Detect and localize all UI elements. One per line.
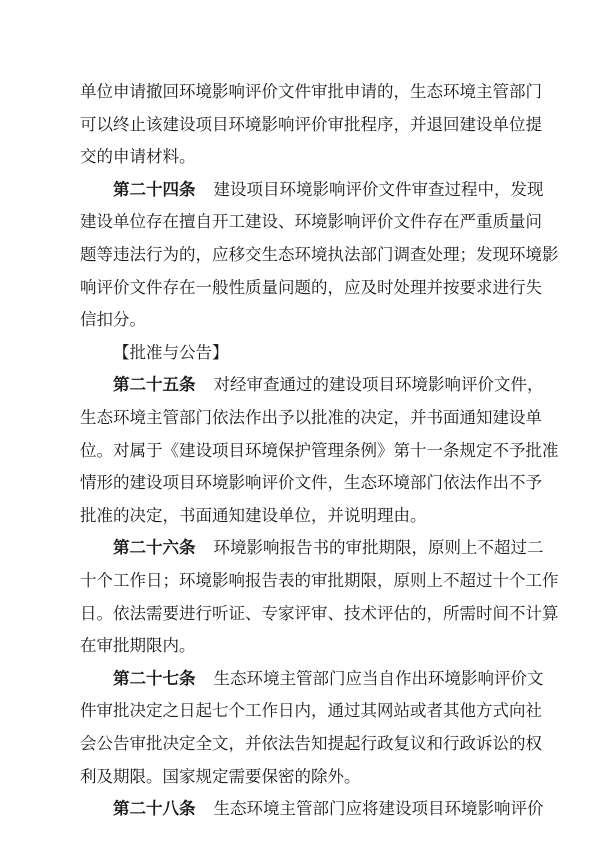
article-26-heading: 第二十六条	[113, 538, 196, 558]
article-24-text: 建设项目环境影响评价文件审查过程中，发现	[213, 179, 544, 199]
paragraph-line: 位。对属于《建设项目环境保护管理条例》第十一条规定不予批准	[80, 440, 559, 460]
paragraph-line: 情形的建设项目环境影响评价文件，生态环境部门依法作出不予	[80, 473, 542, 493]
paragraph-line: 建设单位存在擅自开工建设、环境影响评价文件存在严重质量问	[80, 212, 542, 232]
paragraph-line: 可以终止该建设项目环境影响评价审批程序，并退回建设单位提	[80, 114, 542, 134]
article-24-first-line	[113, 174, 544, 207]
article-27-text: 生态环境主管部门应当自作出环境影响评价文	[213, 668, 544, 688]
paragraph-line: 题等违法行为的，应移交生态环境执法部门调查处理；发现环境影	[80, 245, 559, 264]
paragraph-line: 单位申请撤回环境影响评价文件审批申请的，生态环境主管部门	[80, 82, 542, 101]
article-28-heading: 第二十八条	[113, 799, 196, 819]
paragraph-line: 生态环境主管部门依法作出予以批准的决定，并书面通知建设单	[80, 408, 542, 427]
article-26-text: 环境影响报告书的审批期限，原则上不超过二	[213, 538, 544, 558]
article-25-heading: 第二十五条	[113, 375, 196, 395]
paragraph-line: 交的申请材料。	[80, 147, 196, 167]
article-28-first-line	[113, 793, 544, 826]
paragraph-line: 响评价文件存在一般性质量问题的，应及时处理并按要求进行失	[80, 277, 542, 297]
article-25-text: 对经审查通过的建设项目环境影响评价文件，	[213, 375, 544, 395]
article-25-first-line	[113, 369, 544, 402]
paragraph-line: 在审批期限内。	[80, 636, 196, 656]
paragraph-line: 十个工作日；环境影响报告表的审批期限，原则上不超过十个工作	[80, 571, 559, 590]
article-27-first-line	[113, 663, 544, 696]
paragraph-line: 件审批决定之日起七个工作日内，通过其网站或者其他方式向社	[80, 701, 542, 721]
section-heading: 【批准与公告】	[113, 342, 229, 362]
paragraph-line: 信扣分。	[80, 310, 146, 330]
article-24-heading: 第二十四条	[113, 179, 196, 199]
article-27-heading: 第二十七条	[113, 668, 196, 688]
paragraph-line: 利及期限。国家规定需要保密的除外。	[80, 766, 361, 786]
paragraph-line: 批准的决定，书面通知建设单位，并说明理由。	[80, 505, 427, 525]
article-28-text: 生态环境主管部门应将建设项目环境影响评价	[213, 799, 544, 819]
article-26-first-line	[113, 532, 544, 565]
paragraph-line: 日。依法需要进行听证、专家评审、技术评估的，所需时间不计算	[80, 603, 559, 623]
paragraph-line: 会公告审批决定全文，并依法告知提起行政复议和行政诉讼的权	[80, 734, 542, 753]
